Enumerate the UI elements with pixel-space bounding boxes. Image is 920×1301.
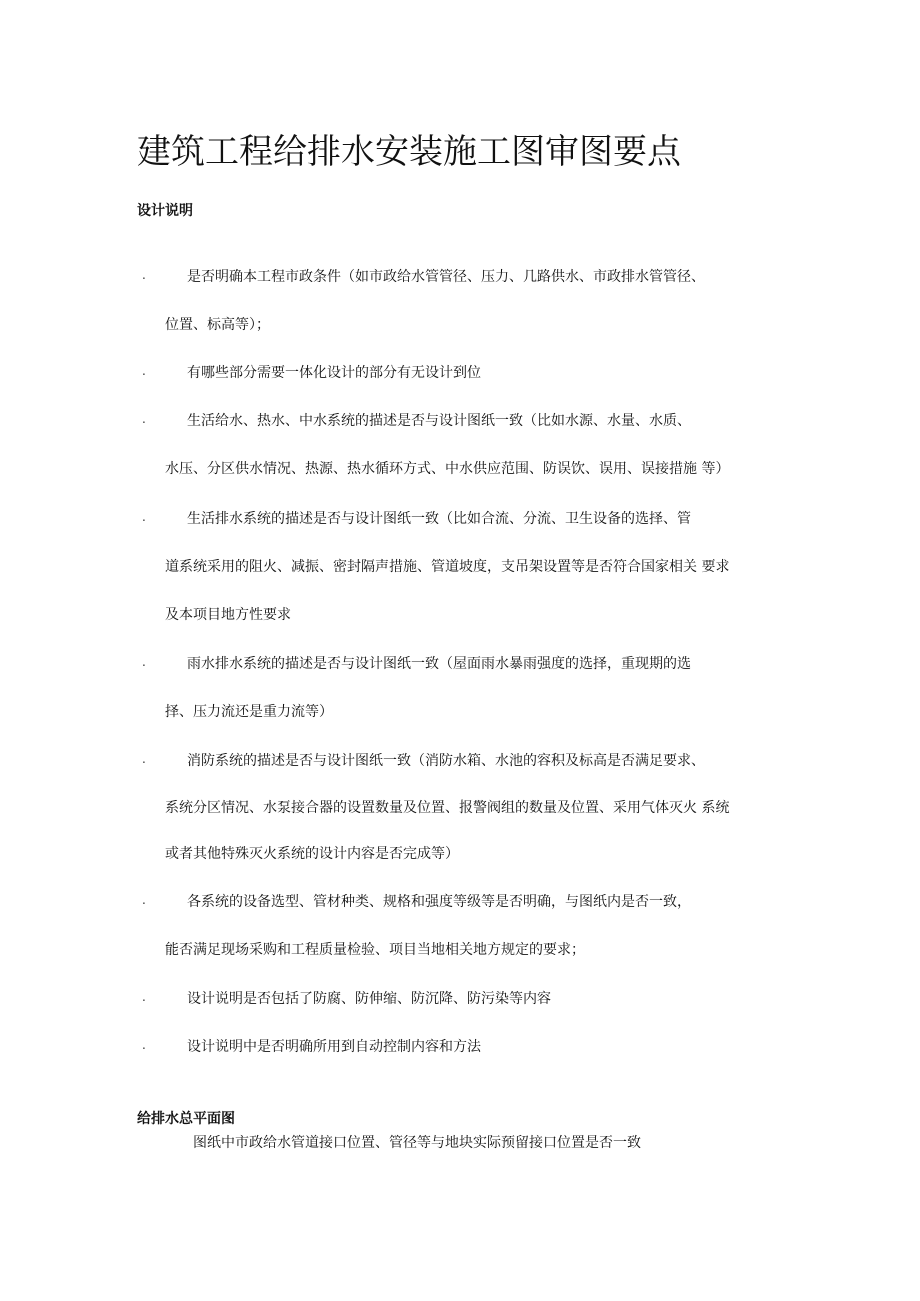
list-item-line: 水压、分区供水情况、热源、热水循环方式、中水供应范围、防误饮、误用、误接措施 等） bbox=[165, 461, 730, 477]
list-item-line: 生活排水系统的描述是否与设计图纸一致（比如合流、分流、卫生设备的选择、管 bbox=[187, 511, 691, 527]
list-item-line: 或者其他特殊灭火系统的设计内容是否完成等） bbox=[165, 846, 459, 862]
list-item-line: 位置、标高等）； bbox=[165, 317, 270, 333]
list-bullet: . bbox=[142, 655, 146, 669]
document-title: 建筑工程给排水安装施工图审图要点 bbox=[137, 132, 681, 172]
list-bullet: . bbox=[142, 364, 146, 378]
section-heading-site-plan: 给排水总平面图 bbox=[137, 1111, 235, 1127]
list-item-line: 消防系统的描述是否与设计图纸一致（消防水箱、水池的容积及标高是否满足要求、 bbox=[187, 753, 705, 769]
list-item-line: 雨水排水系统的描述是否与设计图纸一致（屋面雨水暴雨强度的选择，重现期的选 bbox=[187, 656, 691, 672]
list-bullet: . bbox=[142, 412, 146, 426]
list-bullet: . bbox=[142, 510, 146, 524]
list-item-line: 是否明确本工程市政条件（如市政给水管管径、压力、几路供水、市政排水管管径、 bbox=[187, 269, 705, 285]
list-item-line: 系统分区情况、水泵接合器的设置数量及位置、报警阀组的数量及位置、采用气体灭火 系统 bbox=[165, 800, 730, 816]
list-item-line: 图纸中市政给水管道接口位置、管径等与地块实际预留接口位置是否一致 bbox=[193, 1135, 641, 1151]
list-bullet: . bbox=[142, 990, 146, 1004]
list-item-line: 各系统的设备选型、管材种类、规格和强度等级等是否明确，与图纸内是否一致， bbox=[187, 894, 691, 910]
list-bullet: . bbox=[142, 1038, 146, 1052]
section-heading-design-notes: 设计说明 bbox=[137, 203, 193, 219]
list-item-line: 设计说明中是否明确所用到自动控制内容和方法 bbox=[187, 1039, 481, 1055]
list-item-line: 有哪些部分需要一体化设计的部分有无设计到位 bbox=[187, 365, 481, 381]
list-item-line: 择、压力流还是重力流等） bbox=[165, 704, 333, 720]
list-bullet: . bbox=[142, 268, 146, 282]
list-bullet: . bbox=[142, 752, 146, 766]
list-bullet: . bbox=[142, 893, 146, 907]
list-item-line: 设计说明是否包括了防腐、防伸缩、防沉降、防污染等内容 bbox=[187, 991, 551, 1007]
list-item-line: 能否满足现场采购和工程质量检验、项目当地相关地方规定的要求； bbox=[165, 942, 585, 958]
list-item-line: 道系统采用的阻火、减振、密封隔声措施、管道坡度，支吊架设置等是否符合国家相关 要求 bbox=[165, 559, 730, 575]
list-item-line: 生活给水、热水、中水系统的描述是否与设计图纸一致（比如水源、水量、水质、 bbox=[187, 413, 691, 429]
list-item-line: 及本项目地方性要求 bbox=[165, 607, 291, 623]
